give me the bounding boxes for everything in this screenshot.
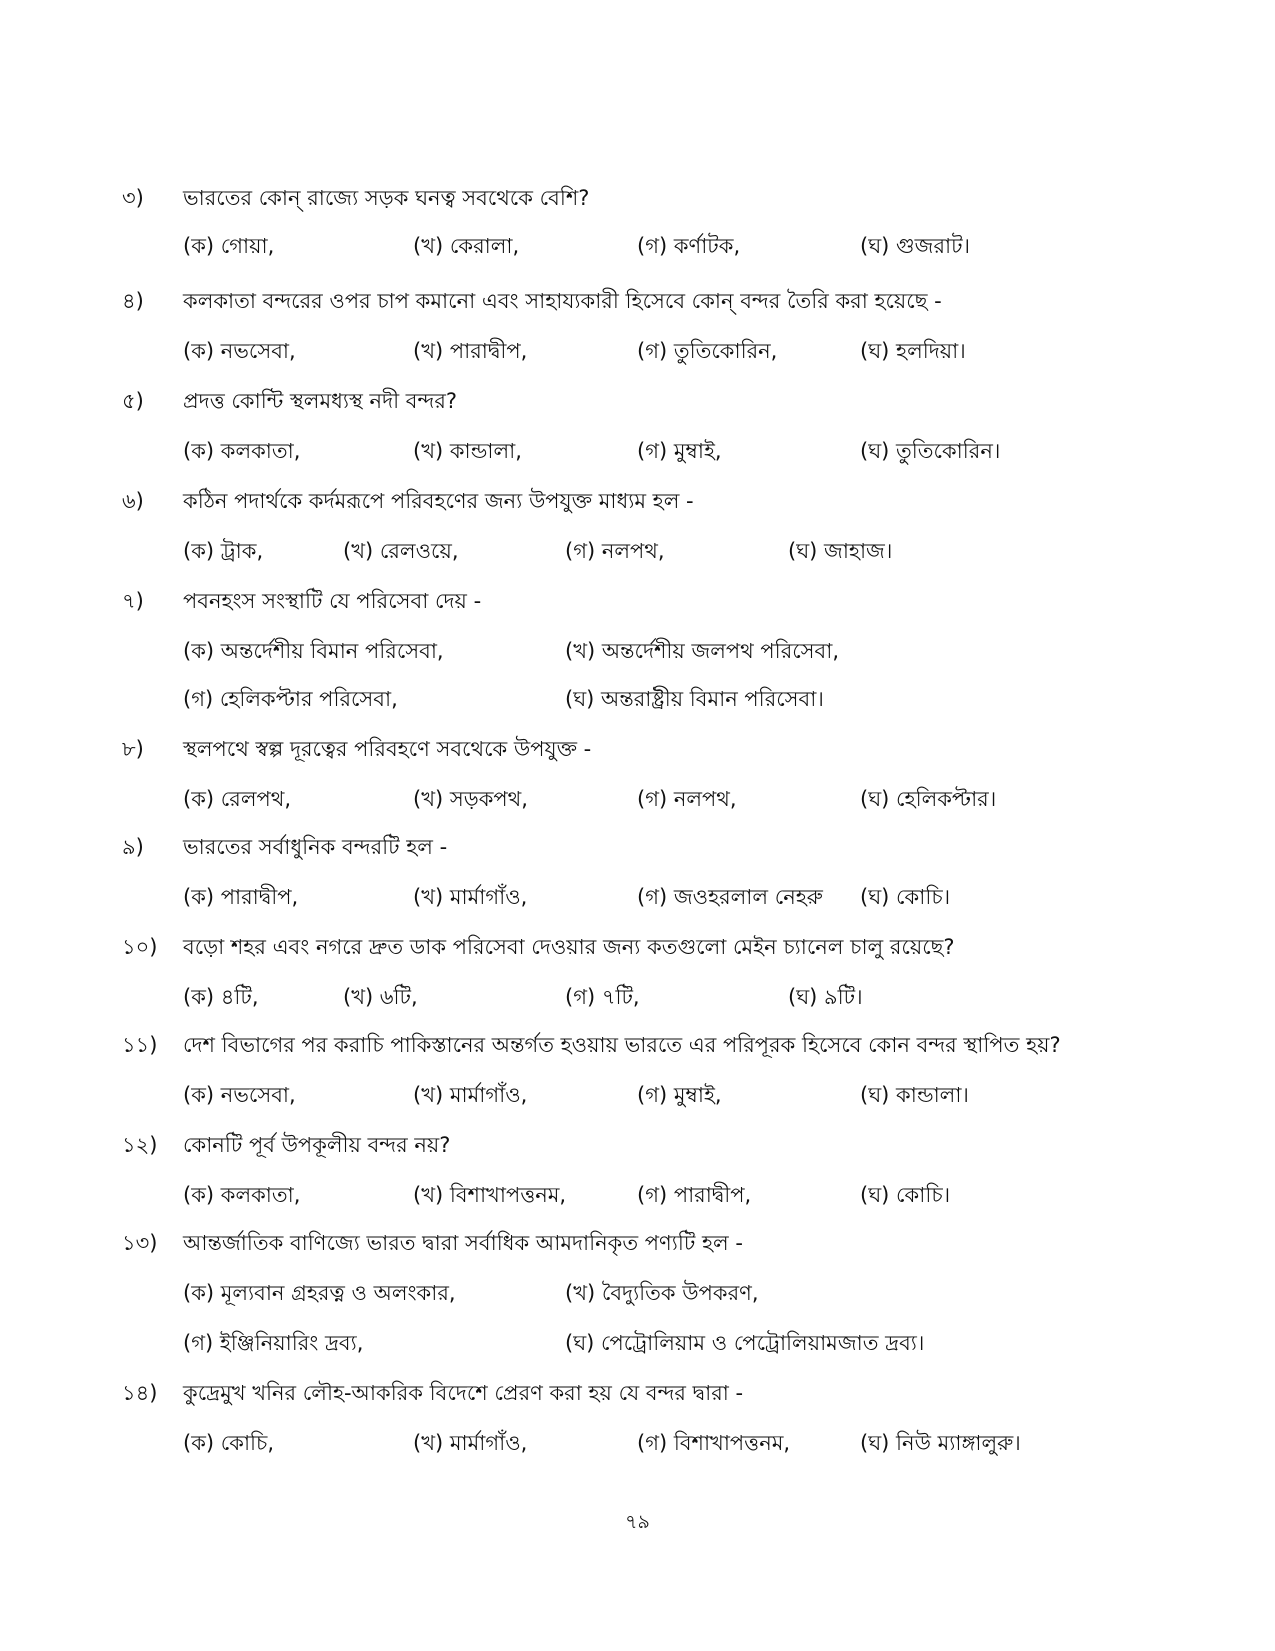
question-number: ১৪)	[122, 1381, 158, 1405]
option-ga: (গ) ইঞ্জিনিয়ারিং দ্রব্য,	[183, 1331, 364, 1355]
option-kha: (খ) পারাদ্বীপ,	[413, 339, 528, 363]
option-ga: (গ) মুম্বাই,	[637, 439, 722, 463]
option-kha: (খ) কেরালা,	[413, 234, 520, 258]
option-gha: (ঘ) অন্তরাষ্ট্রীয় বিমান পরিসেবা।	[565, 687, 824, 711]
question-text: ভারতের সর্বাধুনিক বন্দরটি হল -	[183, 835, 448, 859]
question-text: প্রদত্ত কোন্টি স্থলমধ্যস্থ নদী বন্দর?	[183, 389, 458, 413]
question-number: ৩)	[122, 186, 144, 210]
option-gha: (ঘ) জাহাজ।	[788, 539, 893, 563]
page-number: ৭৯	[625, 1511, 650, 1533]
option-ga: (গ) নলপথ,	[565, 539, 665, 563]
option-ka: (ক) নভসেবা,	[183, 1083, 296, 1107]
option-kha: (খ) কান্ডালা,	[413, 439, 522, 463]
option-kha: (খ) মার্মাগাঁও,	[413, 1431, 528, 1455]
option-ka: (ক) গোয়া,	[183, 234, 275, 258]
option-ga: (গ) মুম্বাই,	[637, 1083, 722, 1107]
question-text: কোনটি পূর্ব উপকূলীয় বন্দর নয়?	[183, 1133, 451, 1157]
option-ga: (গ) পারাদ্বীপ,	[637, 1183, 752, 1207]
question-text: দেশ বিভাগের পর করাচি পাকিস্তানের অন্তর্গত হওয়ায় ভারতে এর পরিপূরক হিসেবে কোন বন্দর স্থাপিত হয়?	[183, 1033, 1061, 1057]
option-kha: (খ) বৈদ্যুতিক উপকরণ,	[565, 1281, 759, 1305]
question-number: ৯)	[122, 835, 144, 859]
question-text: কুদ্রেমুখ খনির লৌহ-আকরিক বিদেশে প্রেরণ করা হয় যে বন্দর দ্বারা -	[183, 1381, 744, 1405]
option-ga: (গ) ৭টি,	[565, 985, 640, 1009]
option-kha: (খ) সড়কপথ,	[413, 787, 528, 811]
option-ka: (ক) ৪টি,	[183, 985, 259, 1009]
question-text: বড়ো শহর এবং নগরে দ্রুত ডাক পরিসেবা দেওয়ার জন্য কতগুলো মেইন চ্যানেল চালু রয়েছে?	[183, 935, 955, 959]
option-gha: (ঘ) গুজরাট।	[860, 234, 971, 258]
option-ga: (গ) কর্ণাটক,	[637, 234, 741, 258]
option-ka: (ক) পারাদ্বীপ,	[183, 885, 299, 909]
option-ka: (ক) রেলপথ,	[183, 787, 292, 811]
option-kha: (খ) অন্তর্দেশীয় জলপথ পরিসেবা,	[565, 639, 840, 663]
option-kha: (খ) মার্মাগাঁও,	[413, 1083, 528, 1107]
option-kha: (খ) ৬টি,	[343, 985, 418, 1009]
option-gha: (ঘ) তুতিকোরিন।	[860, 439, 1001, 463]
option-gha: (ঘ) ৯টি।	[788, 985, 863, 1009]
option-gha: (ঘ) নিউ ম্যাঙ্গালুরু।	[860, 1431, 1021, 1455]
option-ka: (ক) অন্তর্দেশীয় বিমান পরিসেবা,	[183, 639, 444, 663]
option-gha: (ঘ) হেলিকপ্টার।	[860, 787, 997, 811]
option-gha: (ঘ) পেট্রোলিয়াম ও পেট্রোলিয়ামজাত দ্রব্য।	[565, 1331, 925, 1355]
option-ga: (গ) তুতিকোরিন,	[637, 339, 778, 363]
option-ka: (ক) ট্রাক,	[183, 539, 264, 563]
question-text: কলকাতা বন্দরের ওপর চাপ কমানো এবং সাহায্যকারী হিসেবে কোন্ বন্দর তৈরি করা হয়েছে -	[183, 289, 942, 313]
question-number: ৫)	[122, 389, 144, 413]
option-ga: (গ) বিশাখাপত্তনম,	[637, 1431, 791, 1455]
question-text: ভারতের কোন্ রাজ্যে সড়ক ঘনত্ব সবথেকে বেশি?	[183, 186, 590, 210]
option-kha: (খ) মার্মাগাঁও,	[413, 885, 528, 909]
question-number: ১৩)	[122, 1231, 158, 1255]
option-ka: (ক) কলকাতা,	[183, 1183, 301, 1207]
question-number: ১০)	[122, 935, 158, 959]
option-kha: (খ) বিশাখাপত্তনম,	[413, 1183, 567, 1207]
option-ka: (ক) নভসেবা,	[183, 339, 296, 363]
question-text: কঠিন পদার্থকে কর্দমরূপে পরিবহণের জন্য উপযুক্ত মাধ্যম হল -	[183, 489, 694, 513]
question-number: ৭)	[122, 589, 144, 613]
option-ka: (ক) মূল্যবান গ্রহরত্ন ও অলংকার,	[183, 1281, 456, 1305]
question-text: পবনহংস সংস্থাটি যে পরিসেবা দেয় -	[183, 589, 482, 613]
question-text: আন্তর্জাতিক বাণিজ্যে ভারত দ্বারা সর্বাধিক আমদানিকৃত পণ্যটি হল -	[183, 1231, 743, 1255]
question-number: ৪)	[122, 289, 144, 313]
question-number: ১২)	[122, 1133, 158, 1157]
option-gha: (ঘ) কোচি।	[860, 1183, 951, 1207]
option-ga: (গ) নলপথ,	[637, 787, 737, 811]
option-kha: (খ) রেলওয়ে,	[343, 539, 459, 563]
option-gha: (ঘ) হলদিয়া।	[860, 339, 966, 363]
question-number: ৮)	[122, 737, 144, 761]
question-number: ৬)	[122, 489, 144, 513]
option-gha: (ঘ) কান্ডালা।	[860, 1083, 969, 1107]
option-gha: (ঘ) কোচি।	[860, 885, 951, 909]
question-number: ১১)	[122, 1033, 158, 1057]
option-ka: (ক) কলকাতা,	[183, 439, 301, 463]
option-ga: (গ) হেলিকপ্টার পরিসেবা,	[183, 687, 398, 711]
option-ga: (গ) জওহরলাল নেহরু	[637, 885, 823, 909]
question-text: স্থলপথে স্বল্প দূরত্বের পরিবহণে সবথেকে উপযুক্ত -	[183, 737, 592, 761]
option-ka: (ক) কোচি,	[183, 1431, 275, 1455]
